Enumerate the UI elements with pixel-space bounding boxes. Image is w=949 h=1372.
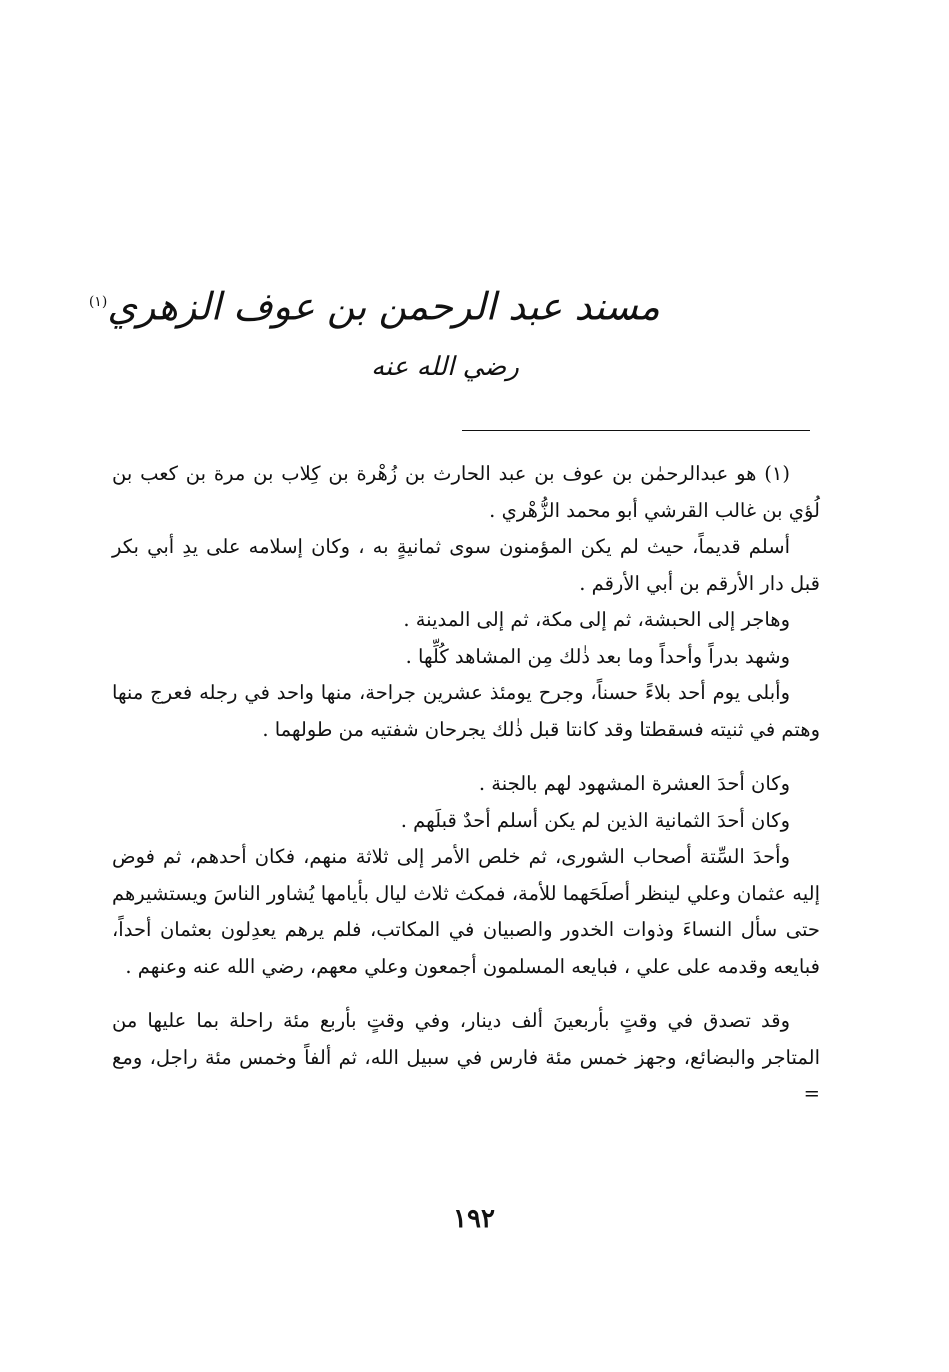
footnote-paragraph: وشهد بدراً وأحداً وما بعد ذٰلك مِن المشاهد كُلِّها .: [405, 644, 790, 668]
footnote-paragraph: أسلم قديماً، حيث لم يكن المؤمنون سوى ثمانيةٍ به ، وكان إسلامه على يدِ أبي بكر قبل دار الأرقم بن أبي الأرقم .: [112, 535, 820, 595]
section-subtitle: رضي الله عنه: [371, 351, 519, 382]
footnote-paragraph: وكان أحدَ الثمانية الذين لم يكن أسلم أحدٌ قبلَهم .: [400, 808, 790, 832]
footnote-marker: (١): [88, 294, 108, 310]
footnote-paragraph: وأبلى يوم أحد بلاءً حسناً، وجرح يومئذ عشرين جراحة، منها واحد في رجله فعرج منها وهتم في ثنيته فسقطتا وقد كانتا قبل ذٰلك يجرحان شفتيه من طولهما .: [112, 681, 820, 741]
footnote-paragraph: وهاجر إلى الحبشة، ثم إلى مكة، ثم إلى المدينة .: [403, 608, 790, 631]
section-title-text: مسند عبد الرحمن بن عوف الزهري: [107, 284, 660, 329]
title-block: [88, 272, 660, 387]
footnote-paragraph: وقد تصدق في وقتٍ بأربعينَ ألف دينار، وفي وقتٍ بأربع مئة راحلة بما عليها من المتاجر والبضائع، وجهز خمس مئة فارس في سبيل الله، ثم ألفاً وخمس مئة راجل، ومع =: [112, 1009, 820, 1105]
footnote-divider: [462, 430, 810, 431]
footnote-paragraph: وأحدَ السِّتة أصحاب الشورى، ثم خلص الأمر إلى ثلاثة منهم، فكان أحدهم، ثم فوض إليه عثمان وعلي لينظر أصلَحَهما للأمة، فمكث ثلاث ليال بأيامها يُشاور الناسَ ويستشيرهم حتى سأل النساءَ وذوات الخدور والصبيان في المكاتب، فلم يرهم يعدِلون بعثمان أحداً، فبايعه وقدمه على علي ، فبايعه المسلمون أجمعون وعلي معهم، رضي الله عنه وعنهم .: [112, 845, 820, 978]
page-number: ١٩٢: [453, 1204, 495, 1234]
footnote-body: [112, 456, 820, 1113]
section-title: [88, 272, 660, 337]
footnote-paragraph: وكان أحدَ العشرة المشهود لهم بالجنة .: [478, 772, 790, 795]
footnote-paragraph: (١) هو عبدالرحمٰن بن عوف بن عبد الحارث بن زُهْرة بن كِلاب بن مرة بن كعب بن لُؤي بن غالب القرشي أبو محمد الزُّهْري .: [112, 462, 820, 522]
